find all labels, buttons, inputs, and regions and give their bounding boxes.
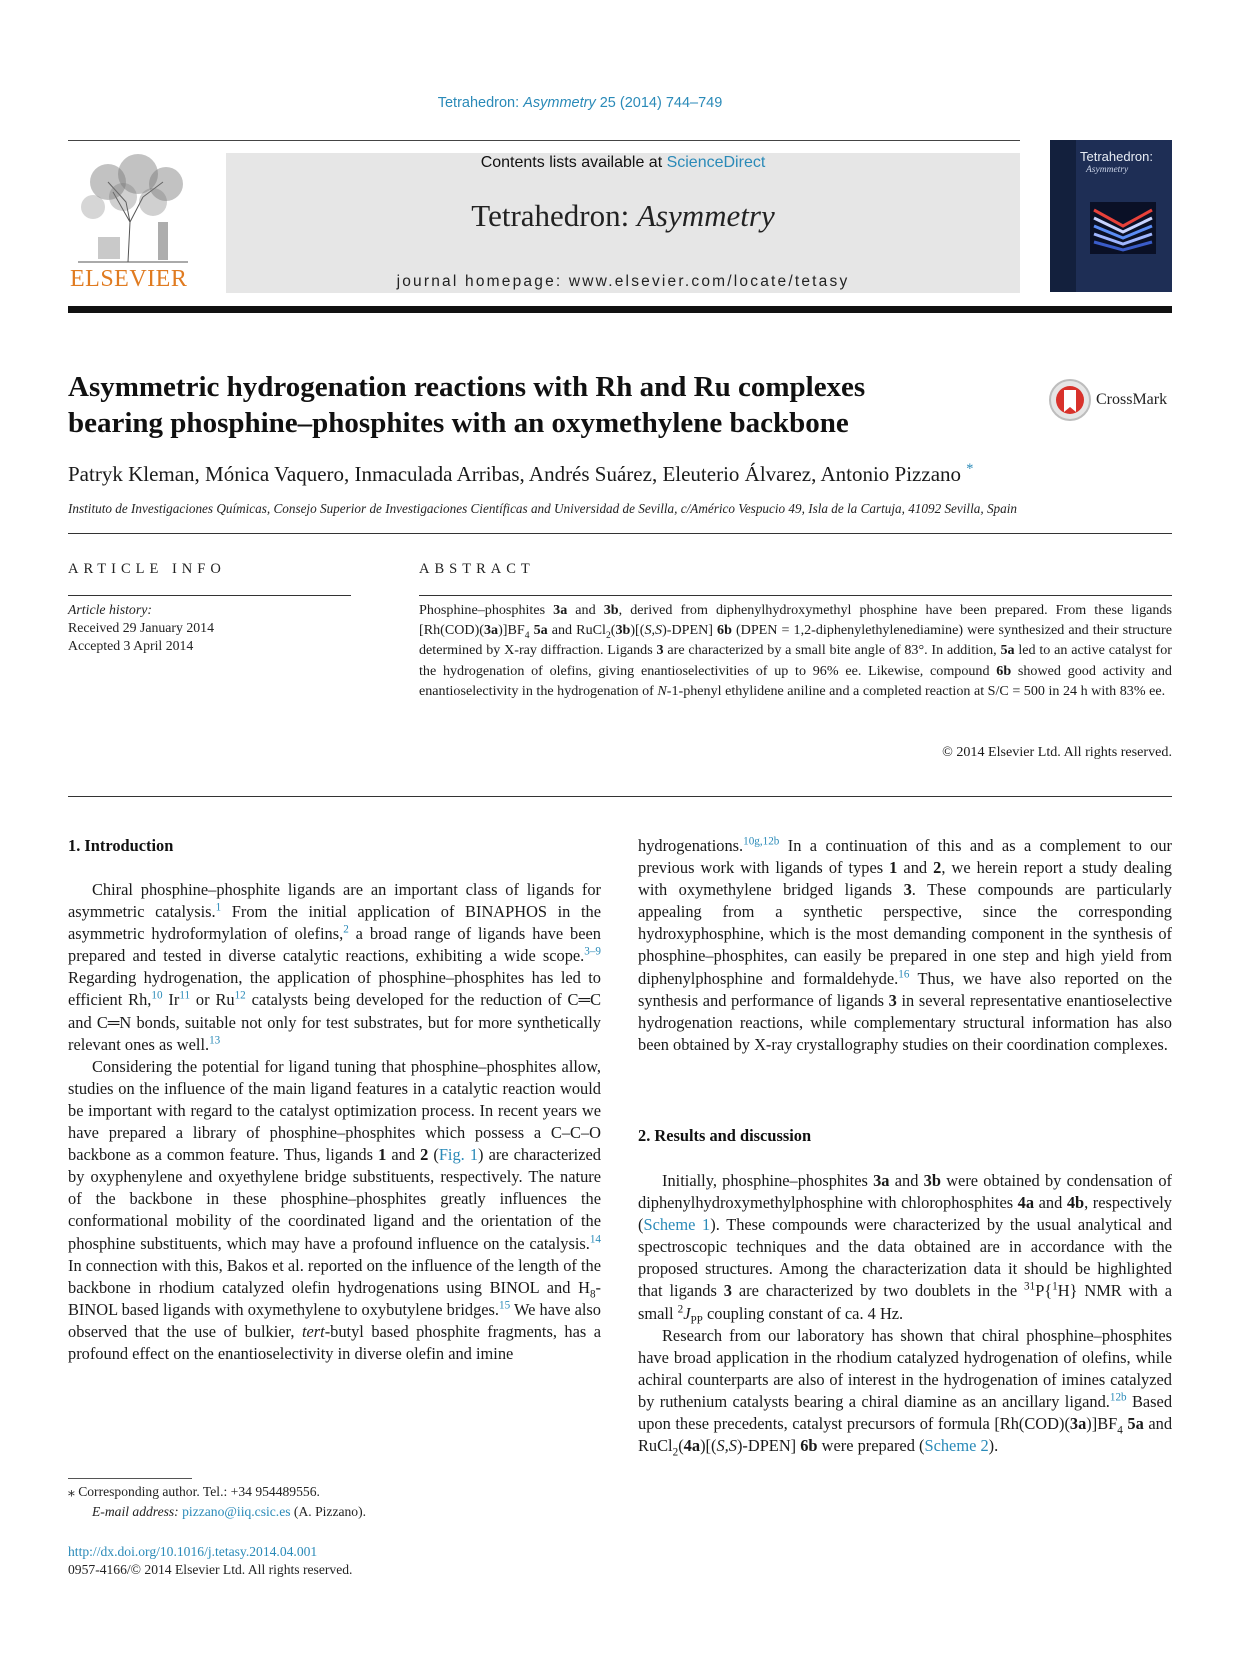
section-heading-results: 2. Results and discussion bbox=[638, 1126, 812, 1145]
paragraph: Research from our laboratory has shown that chiral phosphine–phosphites have broad application in the rhodium catalyzed hydrogenation of olefins, while achiral counterparts are also of interest in the hydrogenation of imines catalyzed by ruthenium catalysts bearing a chiral diamine as an ancillary ligand.$^{12b}$ Based upon these precedents, catalyst precursors of formula $[Rh(COD)(3a)]BF_4$ 5a and RuCl$_2$(4a)[(S,S)-DPEN] 6b were prepared (Scheme 2). bbox=[638, 1325, 1173, 1459]
crossmark-label[interactable]: CrossMark bbox=[1096, 391, 1168, 408]
author-list: Patryk Kleman, Mónica Vaquero, Inmaculada Arribas, Andrés Suárez, Eleuterio Álvarez, Antonio Pizzano * bbox=[68, 461, 974, 486]
contents-line: Contents lists available at ScienceDirect bbox=[480, 154, 766, 171]
abstract-copyright: © 2014 Elsevier Ltd. All rights reserved. bbox=[942, 744, 1172, 760]
journal-homepage[interactable]: journal homepage: www.elsevier.com/locate/tetasy bbox=[396, 273, 850, 290]
author-affiliation: Instituto de Investigaciones Químicas, Consejo Superior de Investigaciones Científicas and Universidad de Sevilla, c/Américo Vespucio 49, Isla de la Cartuja, 41092 Sevilla, Spain bbox=[68, 501, 1017, 516]
introduction-text bbox=[68, 879, 601, 1365]
results-text bbox=[638, 1170, 1172, 1457]
paragraph: hydrogenations.$^{10g,12b}$ In a continuation of this and as a complement to our previous work with ligands of types 1 and 2, we herein report a study dealing with oxymethylene bridged ligands 3. These compounds are particularly appealing from a synthetic perspective, since the corresponding hydroxyphosphine, which is the most demanding component in the synthesis of phosphine–phosphites, can easily be prepared in one step and high yield from diphenylphosphine and formaldehyde.$^{16}$ Thus, we have also reported on the synthesis and performance of ligands 3 in several representative enantioselective hydrogenation reactions, while complementary structural information has also been obtained by X-ray crystallography studies on their coordination complexes. bbox=[638, 835, 1172, 1054]
email-link[interactable]: pizzano@iiq.csic.es bbox=[182, 1504, 291, 1519]
journal-name: Tetrahedron: Asymmetry bbox=[471, 198, 775, 233]
article-info-heading: ARTICLE INFO bbox=[68, 561, 226, 577]
footnote-divider bbox=[68, 1478, 192, 1479]
header-thick-rule bbox=[68, 306, 1172, 313]
cover-spine bbox=[1050, 140, 1076, 292]
abstract-text: Phosphine–phosphites 3a and 3b, derived from diphenylhydroxymethyl phosphine have been prepared. From these ligands $[Rh(COD)(3a)]BF_4$ 5a and RuCl$_2$(3b)[(S,S)-DPEN] 6b (DPEN = 1,2-diphenylethylenediamine) were synthesized and their structure determined by X-ray diffraction. Ligands 3 are characterized by a small bite angle of 83°. In addition, 5a led to an active catalyst for the hydrogenation of olefins, giving enantioselectivities of up to 96% ee. Likewise, compound 6b showed good activity and enantioselectivity in the hydrogenation of N-1-phenyl ethylidene aniline and a completed reaction at S/C = 500 in 24 h with 83% ee. bbox=[419, 602, 1173, 699]
article-info-divider bbox=[68, 595, 351, 596]
abstract-divider bbox=[419, 595, 1172, 596]
journal-citation[interactable]: Tetrahedron: Asymmetry 25 (2014) 744–749 bbox=[437, 95, 723, 111]
received-date: Received 29 January 2014 bbox=[68, 620, 214, 635]
article-title: Asymmetric hydrogenation reactions with Rh and Ru complexes bearing phosphine–phosphites with an oxymethylene backbone bbox=[68, 371, 866, 439]
cover-title: Tetrahedron: bbox=[1080, 149, 1153, 164]
doi-link[interactable]: http://dx.doi.org/10.1016/j.tetasy.2014.04.001 bbox=[68, 1544, 318, 1559]
corresponding-author-mark[interactable]: * bbox=[966, 461, 974, 477]
introduction-text-continued bbox=[638, 835, 1172, 1056]
paragraph: Initially, phosphine–phosphites 3a and 3b were obtained by condensation of diphenylhydroxymethylphosphine with chlorophosphites 4a and 4b, respectively (Scheme 1). These compounds were characterized by the usual analytical and spectroscopic techniques and the data obtained are in accordance with the proposed structures. Among the characterization data it should be highlighted that ligands 3 are characterized by two doublets in the $^{31}$P{$^1$H} NMR with a small $^2J_{PP}$ coupling constant of ca. 4 Hz. bbox=[638, 1171, 1172, 1326]
crossmark-icon bbox=[1048, 378, 1092, 422]
paragraph: Chiral phosphine–phosphite ligands are an important class of ligands for asymmetric catalysis.$^1$ From the initial application of BINAPHOS in the asymmetric hydroformylation of olefins,$^2$ a broad range of ligands have been prepared and tested in diverse catalytic reactions, exhibiting a wide scope.$^{3-9}$ Regarding hydrogenation, the application of phosphine–phosphites has led to efficient Rh,$^{10}$ Ir$^{11}$ or Ru$^{12}$ catalysts being developed for the reduction of C═C and C═N bonds, suitable not only for test substrates, but for more synthetically relevant ones as well.$^{13}$ bbox=[68, 880, 602, 1054]
issn-line: 0957-4166/© 2014 Elsevier Ltd. All rights reserved. bbox=[68, 1562, 353, 1577]
journal-cover-thumbnail[interactable] bbox=[1050, 140, 1172, 292]
cover-subtitle: Asymmetry bbox=[1086, 165, 1129, 175]
accepted-date: Accepted 3 April 2014 bbox=[68, 638, 194, 653]
body-divider bbox=[68, 796, 1172, 797]
sciencedirect-link[interactable]: ScienceDirect bbox=[666, 154, 766, 171]
email-note: E-mail address: pizzano@iiq.csic.es (A. Pizzano). bbox=[92, 1504, 367, 1519]
abstract-heading: ABSTRACT bbox=[419, 561, 535, 577]
elsevier-wordmark: ELSEVIER bbox=[70, 266, 188, 292]
cover-artwork bbox=[1090, 202, 1156, 254]
affiliation-divider bbox=[68, 533, 1172, 534]
article-history-label: Article history: bbox=[68, 602, 152, 617]
paragraph: Considering the potential for ligand tuning that phosphine–phosphites allow, studies on the influence of the main ligand features in a catalytic reaction would be important with regard to the catalyst optimization process. In recent years we have prepared a library of phosphine–phosphites which possess a C–C–O backbone as a common feature. Thus, ligands 1 and 2 (Fig. 1) are characterized by oxyphenylene and oxyethylene bridge substituents, respectively. The nature of the backbone in these phosphine–phosphites greatly influences the conformational mobility of the coordinated ligand and the orientation of the phosphine substituents, which may have a profound influence on the catalysis.$^{14}$ In connection with this, Bakos et al. reported on the influence of the length of the backbone in rhodium catalyzed olefin hydrogenations using BINOL and $H_8$-BINOL based ligands with oxymethylene to oxybutylene bridges.$^{15}$ We have also observed that the use of bulkier, tert-butyl based phosphite fragments, has a profound effect on the enantioselectivity in diverse olefin and imine bbox=[68, 1056, 602, 1363]
header-divider bbox=[68, 140, 1020, 141]
section-heading-introduction: 1. Introduction bbox=[68, 836, 174, 855]
corresponding-author-note: ⁎ Corresponding author. Tel.: +34 954489556. bbox=[68, 1484, 320, 1499]
